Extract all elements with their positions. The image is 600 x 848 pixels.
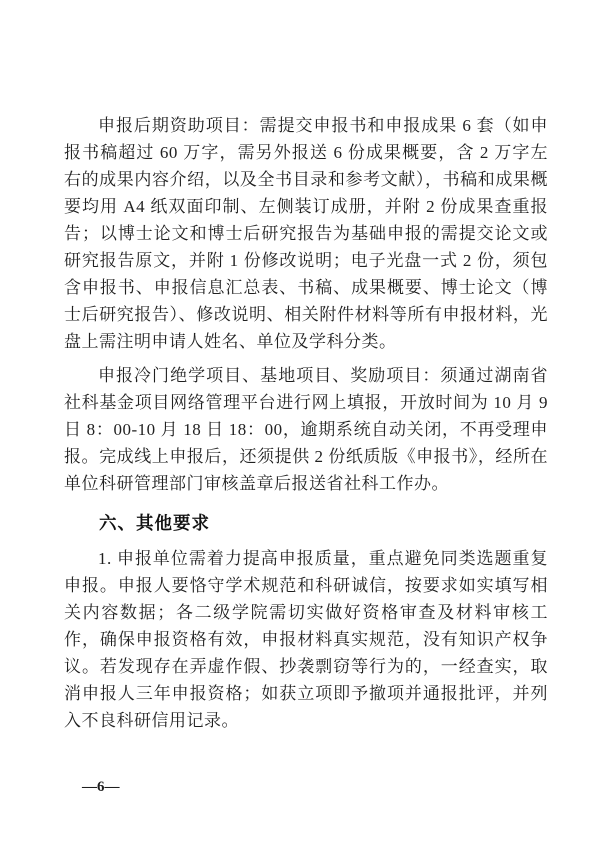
section-heading-other-requirements: 六、其他要求 bbox=[99, 513, 210, 533]
paragraph-late-stage-funding-requirements: 申报后期资助项目：需提交申报书和申报成果 6 套（如申报书稿超过 60 万字，需另外报送 6 份成果概要，含 2 万字左右的成果内容介绍，以及全书目录和参考文献），书稿和成果概要均用 A4 纸双面印制、左侧装订成册，并附 2 份成果查重报告；以博士论文和博士后研究报告为基础申报的需提交论文或研究报告原文，并附 1 份修改说明；电子光盘一式 2 份，须包含申报书、申报信息汇总表、书稿、成果概要、博士论文（博士后研究报告）、修改说明、相关附件材料等所有申报材料，光盘上需注明申请人姓名、单位及学科分类。 bbox=[64, 116, 548, 351]
page-number: —6— bbox=[82, 779, 120, 795]
paragraph-online-submission-requirements: 申报冷门绝学项目、基地项目、奖励项目：须通过湖南省社科基金项目网络管理平台进行网上填报，开放时间为 10 月 9 日 8：00-10 月 18 日 18：00，逾期系统自动关闭，不再受理申报。完成线上申报后，还须提供 2 份纸质版《申报书》，经所在单位科研管理部门审核盖章后报送省社科工作办。 bbox=[64, 366, 548, 493]
paragraph-quality-and-integrity-requirements: 1. 申报单位需着力提高申报质量，重点避免同类选题重复申报。申报人要恪守学术规范和科研诚信，按要求如实填写相关内容数据；各二级学院需切实做好资格审查及材料审核工作，确保申报资格有效，申报材料真实规范，没有知识产权争议。若发现存在弄虚作假、抄袭剽窃等行为的，一经查实，取消申报人三年申报资格；如获立项即予撤项并通报批评，并列入不良科研信用记录。 bbox=[64, 549, 548, 730]
